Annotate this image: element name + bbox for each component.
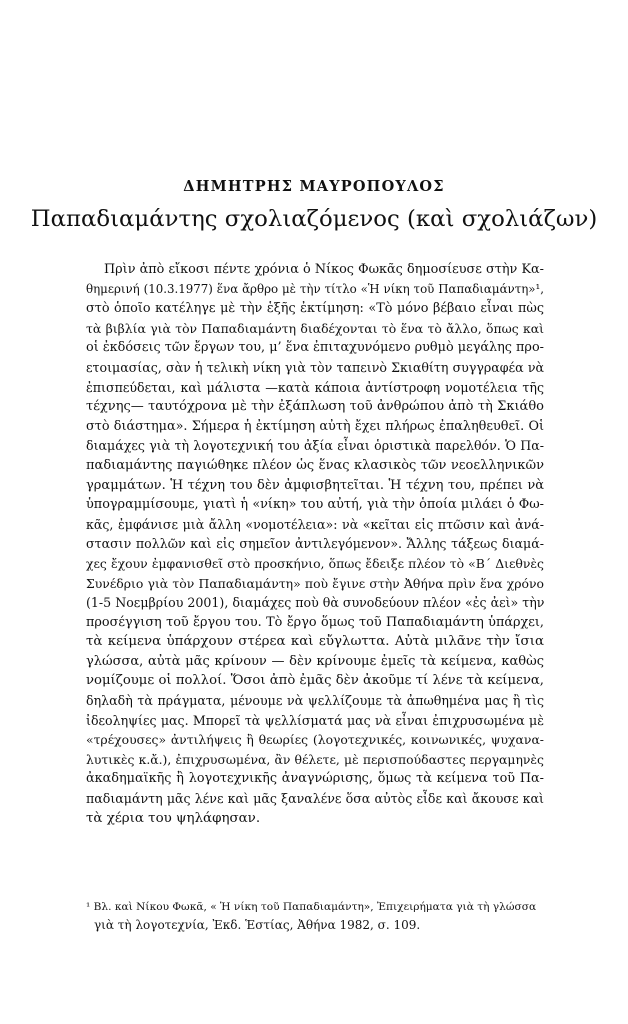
paragraph-line: θημερινή (10.3.1977) ἕνα ἄρθρο μὲ τὴν τίτλο «Ἡ νίκη τοῦ Παπαδιαμάντη»¹, — [86, 281, 544, 296]
paragraph-line: τὰ κείμενα ὑπάρχουν στέρεα καὶ εὔγλωττα. Αὐτὰ μιλᾶνε τὴν ἴσια — [86, 634, 544, 650]
paragraph-line: ετοιμασίας, σὰν ἡ τελικὴ νίκη γιὰ τὸν ταπεινὸ Σκιαθίτη συγγραφέα νὰ — [86, 359, 544, 375]
paragraph-line: «τρέχουσες» ἀντιλήψεις ἢ θεωρίες (λογοτεχνικές, κοινωνικές, ψυχανα- — [86, 732, 544, 748]
paragraph-line: ἰδεοληψίες μας. Μπορεῖ τὰ ψελλίσματά μας νὰ εἶναι ἐπιχρυσωμένα μὲ — [86, 712, 544, 728]
paragraph-line: στὸ διάστημα». Σήμερα ἡ ἐκτίμηση αὐτὴ ἔχει πλήρως ἐπαληθευθεῖ. Οἱ — [86, 418, 544, 434]
paragraph-line: γραμμάτων. Ἡ τέχνη του δὲν ἀμφισβητεῖται. Ἡ τέχνη του, πρέπει νὰ — [86, 477, 544, 493]
paragraph-line: λυτικὲς κ.ἄ.), ἐπιχρυσωμένα, ἂν θέλετε, μὲ περισπούδαστες περγαμηνὲς — [86, 751, 544, 767]
footnote — [86, 898, 544, 934]
paragraph-line: γλώσσα, αὐτὰ μᾶς κρίνουν — δὲν κρίνουμε ἐμεῖς τὰ κείμενα, καθὼς — [86, 653, 544, 669]
body-paragraph — [86, 260, 544, 828]
essay-title: Παπαδιαμάντης σχολιαζόμενος (καὶ σχολιάζων) — [30, 206, 598, 232]
paragraph-line: παδιαμάντης παγιώθηκε πλέον ὡς ἕνας κλασικὸς τῶν νεοελληνικῶν — [86, 457, 544, 473]
author-name: ΔΗΜΗΤΡΗΣ ΜΑΥΡΟΠΟΥΛΟΣ — [183, 178, 445, 195]
paragraph-line: ὑπογραμμίσουμε, γιατὶ ἡ «νίκη» του αὐτή, γιὰ τὴν ὁποία μιλάει ὁ Φω- — [86, 497, 544, 513]
paragraph-line: Συνέδριο γιὰ τὸν Παπαδιαμάντη» ποὺ ἔγινε στὴν Ἀθήνα πρὶν ἕνα χρόνο — [86, 575, 544, 591]
paragraph-line: παδιαμάντη μᾶς λένε καὶ μᾶς ξαναλένε ὅσα αὐτὸς εἶδε καὶ ἄκουσε καὶ — [86, 791, 544, 807]
paragraph-line: ἐπισπεύδεται, καὶ μάλιστα —κατὰ κάποια ἀντίστροφη νομοτέλεια τῆς — [86, 379, 544, 395]
paragraph-line: στὸ ὁποῖο κατέληγε μὲ τὴν ἑξῆς ἐκτίμηση: «Τὸ μόνο βέβαιο εἶναι πὼς — [86, 301, 544, 317]
paragraph-line: τέχνης— ταυτόχρονα μὲ τὴν ἐξάπλωση τοῦ ἀνθρώπου ἀπὸ τὴ Σκιάθο — [86, 399, 544, 415]
paragraph-line: νομίζουμε οἱ πολλοί. Ὅσοι ἀπὸ ἐμᾶς δὲν ἀκοῦμε τί λένε τὰ κείμενα, — [86, 673, 544, 689]
paragraph-line: προσέγγιση τοῦ ἔργου του. Τὸ ἔργο ὅμως τοῦ Παπαδιαμάντη ὑπάρχει, — [86, 614, 544, 630]
paragraph-line: ἀκαδημαϊκῆς ἢ λογοτεχνικῆς ἀναγνώρισης, ὅμως τὰ κείμενα τοῦ Πα- — [86, 771, 544, 787]
paragraph-line: κᾶς, ἐμφάνισε μιὰ ἄλλη «νομοτέλεια»: νὰ «κεῖται εἰς πτῶσιν καὶ ἀνά- — [86, 516, 544, 532]
paragraph-line: δηλαδὴ τὰ πράγματα, μένουμε νὰ ψελλίζουμε τὰ ἀπωθημένα μας ἢ τὶς — [86, 693, 544, 709]
footnote-line: γιὰ τὴ λογοτεχνία, Ἐκδ. Ἑστίας, Ἀθήνα 1982, σ. 109. — [94, 918, 421, 932]
paragraph-line: χες ἔχουν ἐμφανισθεῖ στὸ προσκήνιο, ὅπως ἔδειξε πλέον τὸ «Β΄ Διεθνὲς — [86, 555, 544, 571]
paragraph-line: οἱ ἐκδόσεις τῶν ἔργων του, μ’ ἕνα ἐπιταχυνόμενο ρυθμὸ μεγάλης προ- — [86, 340, 544, 356]
paragraph-line: τὰ χέρια του ψηλάφησαν. — [86, 810, 261, 826]
footnote-line: ¹ Βλ. καὶ Νίκου Φωκᾶ, « Ἡ νίκη τοῦ Παπαδιαμάντη», Ἐπιχειρήματα γιὰ τὴ γλώσσα — [86, 901, 537, 913]
paragraph-line: στασιν πολλῶν καὶ εἰς σημεῖον ἀντιλεγόμενον». Ἄλλης τάξεως διαμά- — [86, 536, 544, 552]
paragraph-line: Πρὶν ἀπὸ εἴκοσι πέντε χρόνια ὁ Νίκος Φωκᾶς δημοσίευσε στὴν Κα- — [104, 262, 544, 277]
paragraph-line: διαμάχες γιὰ τὴ λογοτεχνική του ἀξία εἶναι ὁριστικὰ παρελθόν. Ὁ Πα- — [86, 438, 544, 454]
paragraph-line: τὰ βιβλία γιὰ τὸν Παπαδιαμάντη διαδέχονται τὸ ἕνα τὸ ἄλλο, ὅπως καὶ — [86, 320, 544, 336]
paragraph-line: (1-5 Νοεμβρίου 2001), διαμάχες ποὺ θὰ συνοδεύουν πλέον «ἐς ἀεὶ» τὴν — [86, 595, 545, 611]
